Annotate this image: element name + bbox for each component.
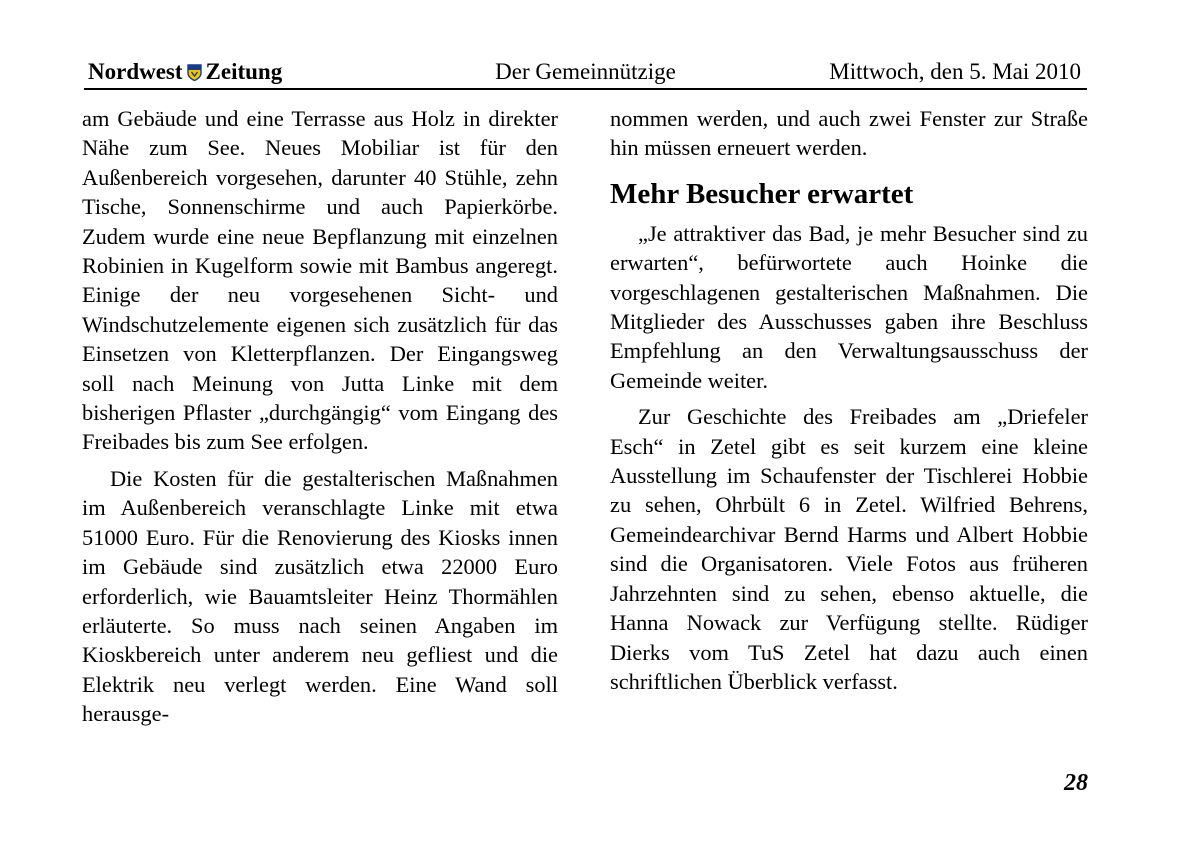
paragraph: nommen werden, und auch zwei Fenster zur Straße hin müssen erneuert werden. bbox=[610, 106, 1088, 161]
publication-title: Der Gemeinnützige bbox=[495, 59, 676, 84]
brand-name-first: Nordwest bbox=[88, 59, 183, 84]
article-column-left bbox=[82, 104, 558, 729]
article-column-right bbox=[610, 104, 1088, 696]
page-header bbox=[84, 56, 1087, 90]
paragraph: am Gebäude und eine Terrasse aus Holz in direkter Nähe zum See. Neues Mobiliar ist für den Außenbereich vorgesehen, darunter 40 Stühle, zehn Tische, Sonnenschirme und auch Papierkörbe. Zudem wurde eine neue Bepflanzung mit einzelnen Robinien in Kugelform sowie mit Bambus angeregt. Einige der neu vorgesehenen Sicht- und Windschutzelemente eigenen sich zusätzlich für das Einsetzen von Kletterpflanzen. Der Eingangsweg soll nach Meinung von Jutta Linke mit dem bisherigen Pflaster „durchgängig“ vom Eingang des Freibades bis zum See erfolgen. bbox=[82, 106, 558, 455]
paragraph: Die Kosten für die gestalterischen Maßnahmen im Außenbereich veranschlagte Linke mit etwa 51000 Euro. Für die Renovierung des Kiosks innen im Gebäude sind zusätzlich etwa 22000 Euro erforderlich, wie Bauamtsleiter Heinz Thormählen erläuterte. So muss nach seinen Angaben im Kioskbereich unter anderem neu gefliest und die Elektrik neu verlegt werden. Eine Wand soll herausge- bbox=[82, 465, 558, 727]
paragraph: Zur Geschichte des Freibades am „Driefeler Esch“ in Zetel gibt es seit kurzem eine kleine Ausstellung im Schaufenster der Tischlerei Hobbie zu sehen, Ohrbült 6 in Zetel. Wilfried Behrens, Gemeindearchivar Bernd Harms und Albert Hobbie sind die Organisatoren. Viele Fotos aus früheren Jahrzehnten sind zu sehen, ebenso aktuelle, die Hanna Nowack zur Verfügung stellte. Rüdiger Dierks vom TuS Zetel hat dazu auch einen schriftlichen Überblick verfasst. bbox=[610, 404, 1088, 694]
page-number: 28 bbox=[1064, 770, 1088, 796]
paragraph: „Je attraktiver das Bad, je mehr Besucher sind zu erwarten“, befürwortete auch Hoinke die vorgeschlagenen gestalterischen Maßnahmen. Die Mitglieder des Ausschusses gaben ihre Beschluss Empfehlung an den Verwaltungsausschuss der Gemeinde weiter. bbox=[610, 220, 1088, 393]
section-heading: Mehr Besucher erwartet bbox=[610, 177, 914, 210]
brand-name-second: Zeitung bbox=[205, 59, 283, 84]
publication-date: Mittwoch, den 5. Mai 2010 bbox=[829, 59, 1081, 84]
